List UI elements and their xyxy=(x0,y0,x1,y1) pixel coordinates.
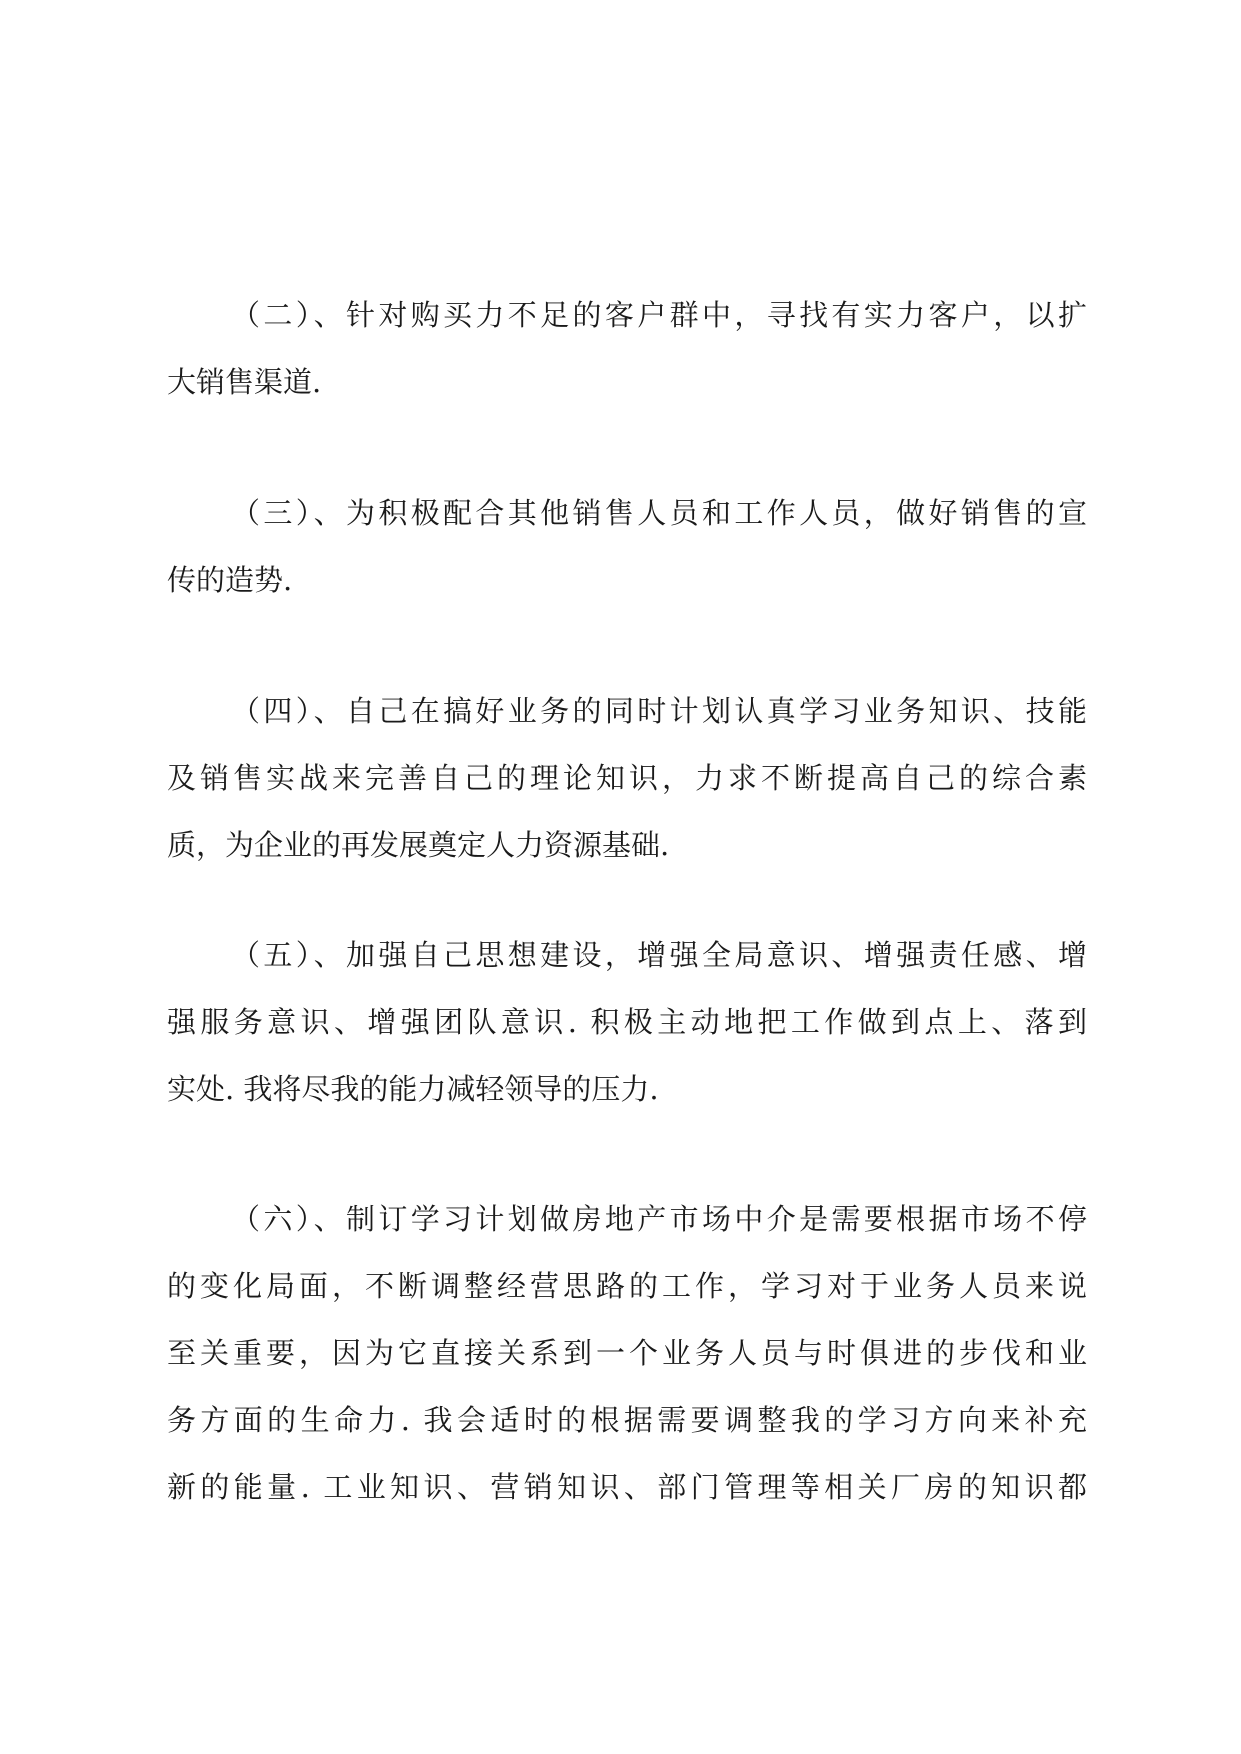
paragraph-6 xyxy=(167,1186,1087,1521)
text-line: （六）、制订学习计划做房地产市场中介是需要根据市场不停 xyxy=(231,1202,1087,1236)
text-line: （二）、针对购买力不足的客户群中，寻找有实力客户，以扩 xyxy=(231,298,1087,332)
paragraph-4 xyxy=(167,678,1087,879)
text-line: （四）、自己在搞好业务的同时计划认真学习业务知识、技能 xyxy=(231,694,1087,728)
text-line: 的变化局面，不断调整经营思路的工作，学习对于业务人员来说 xyxy=(167,1269,1087,1303)
text-line: 质，为企业的再发展奠定人力资源基础. xyxy=(167,828,670,862)
text-line: 实处. 我将尽我的能力减轻领导的压力. xyxy=(167,1072,659,1106)
paragraph-2 xyxy=(167,282,1087,416)
text-line: 传的造势. xyxy=(167,563,293,597)
text-line: 及销售实战来完善自己的理论知识，力求不断提高自己的综合素 xyxy=(167,761,1087,795)
paragraph-5 xyxy=(167,922,1087,1123)
text-line: 至关重要，因为它直接关系到一个业务人员与时俱进的步伐和业 xyxy=(167,1336,1087,1370)
text-line: （三）、为积极配合其他销售人员和工作人员，做好销售的宣 xyxy=(231,496,1087,530)
text-line: 务方面的生命力. 我会适时的根据需要调整我的学习方向来补充 xyxy=(167,1403,1087,1437)
text-line: 强服务意识、增强团队意识. 积极主动地把工作做到点上、落到 xyxy=(167,1005,1087,1039)
text-line: 大销售渠道. xyxy=(167,365,322,399)
paragraph-3 xyxy=(167,480,1087,614)
text-line: 新的能量. 工业知识、营销知识、部门管理等相关厂房的知识都 xyxy=(167,1470,1087,1504)
text-line: （五）、加强自己思想建设，增强全局意识、增强责任感、增 xyxy=(231,938,1087,972)
